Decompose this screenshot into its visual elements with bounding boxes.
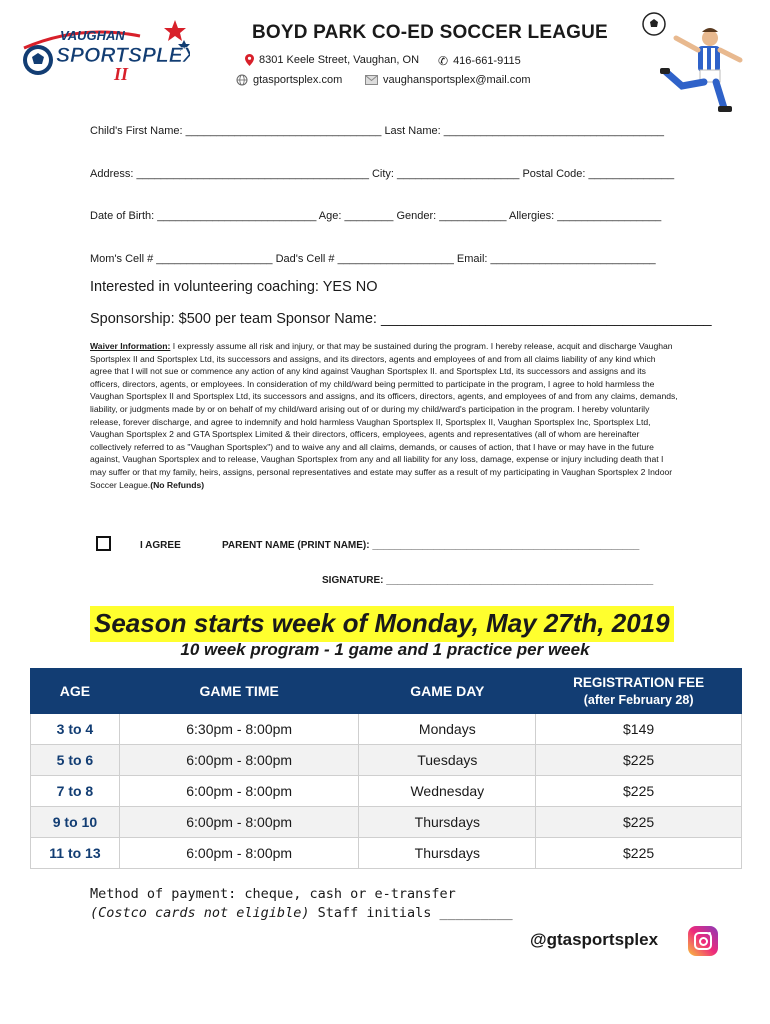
email-text: vaughansportsplex@mail.com [383,74,531,86]
phone-line [438,54,521,68]
day-cell: Tuesdays [359,745,536,776]
waiver-paragraph [90,340,678,491]
sponsorship-line[interactable]: Sponsorship: $500 per team Sponsor Name: _________________________________________ [90,311,712,327]
table-row [31,776,742,807]
fee-cell: $225 [536,776,742,807]
age-cell: 11 to 13 [31,838,120,869]
staff-initials-field[interactable]: Staff initials _________ [309,905,513,921]
instagram-handle[interactable]: @gtasportsplex [530,930,659,949]
season-start-banner: Season starts week of Monday, May 27th, 2019 [90,606,674,642]
no-refunds-text: (No Refunds) [150,479,205,490]
email-line [365,74,531,86]
fee-cell: $225 [536,807,742,838]
phone-text: 416-661-9115 [453,55,521,67]
waiver-text: I expressly assume all risk and injury, or that may be sustained during the program. I hereby release, acquit and discharge Vaughan Sportsplex II and Sportsplex Ltd, its successors and assigns, and its directors, agents and employees of and from all claims liability of any kind which agree that I will not sue or commence any action of any kind against Vaughan Sportsplex II. and Sportsplex Ltd, its successors and assigns and its officers, directors, agents, or employees. In consideration of my child/ward being permitted to participate in the program, I agree to hold harmless the Vaughan Sportsplex II and Sportsplex Ltd, its successors and assigns, and its officers, directors, agents, and employees of and from any claims, demands, liability, or judgments made by or on behalf of my child/ward arising out of or during my child/ward's participation in the program. I hereby voluntarily release, forever discharge, and agree to indemnify and hold harmless Vaughan Sportsplex II, Sportsplex II, Vaughan Sportsplex Inc, Sportsplex Ltd, Vaughan Sportsplex 2 and GTA Sportsplex Limited & their directors, officers, employees, agents and representatives (all of whom are hereinafter collectively referred to as "Vaughan Sportsplex") and to waive any and all claims, demands, or causes of action, that I have or may have in the future against, Vaughan Sportsplex and to release, Vaughan Sportsplex from any and all liability for any loss, damage, expense or injury including death that I may suffer or that my family, heirs, assigns, personal representatives and estate may suffer as a result of my participating in Vaughan Sportsplex 2 Indoor Soccer League. [90,341,678,490]
table-row [31,745,742,776]
website-line [236,74,342,86]
day-cell: Thursdays [359,838,536,869]
website-text: gtasportsplex.com [253,74,343,86]
address-fields-line[interactable]: Address: ______________________________________ City: ____________________ Postal Code: ______________ [90,168,675,180]
logo-sportsplex-text: SPORTSPLEX [56,44,190,67]
age-cell: 3 to 4 [31,714,120,745]
payment-second-line [90,904,513,923]
registration-fee-column-header [536,669,742,714]
table-row [31,714,742,745]
soccer-player-illustration [640,10,750,115]
location-pin-icon [245,54,254,66]
fee-cell: $225 [536,745,742,776]
table-row [31,807,742,838]
fee-header-label: REGISTRATION FEE [573,674,705,690]
time-cell: 6:00pm - 8:00pm [119,776,359,807]
league-title: BOYD PARK CO-ED SOCCER LEAGUE [252,22,608,43]
day-cell: Mondays [359,714,536,745]
sportsplex-logo [20,18,190,88]
day-cell: Thursdays [359,807,536,838]
fee-header-sub: (after February 28) [583,692,694,707]
time-cell: 6:00pm - 8:00pm [119,807,359,838]
payment-method-text: Method of payment: cheque, cash or e-transfer [90,886,456,902]
day-cell: Wednesday [359,776,536,807]
time-cell: 6:30pm - 8:00pm [119,714,359,745]
child-name-line[interactable]: Child's First Name: ________________________________ Last Name: ____________________________________ [90,125,664,137]
costco-note: (Costco cards not eligible) [90,905,310,921]
agree-label: I AGREE [140,540,181,551]
age-cell: 5 to 6 [31,745,120,776]
phone-icon: ✆ [438,54,449,68]
address-text: 8301 Keele Street, Vaughan, ON [259,54,420,66]
fee-cell: $225 [536,838,742,869]
globe-icon [236,74,248,86]
logo-vaughan-text: VAUGHAN [60,28,125,43]
schedule-table [30,668,742,869]
time-cell: 6:00pm - 8:00pm [119,838,359,869]
game-time-column-header: GAME TIME [119,669,359,714]
contact-fields-line[interactable]: Mom's Cell # ___________________ Dad's Cell # ___________________ Email: ___________________________ [90,253,656,265]
game-day-column-header: GAME DAY [359,669,536,714]
payment-info [90,885,513,923]
table-row [31,838,742,869]
fee-cell: $149 [536,714,742,745]
program-subtitle: 10 week program - 1 game and 1 practice per week [180,640,590,659]
parent-name-field[interactable]: PARENT NAME (PRINT NAME): ________________________________________________ [222,540,640,551]
age-cell: 7 to 8 [31,776,120,807]
age-column-header: AGE [31,669,120,714]
logo-roman-two: II [114,64,129,84]
mail-icon [365,75,378,85]
signature-field[interactable]: SIGNATURE: ________________________________________________ [322,575,654,586]
waiver-heading: Waiver Information: [90,341,171,351]
age-cell: 9 to 10 [31,807,120,838]
instagram-icon[interactable] [688,926,718,956]
dob-fields-line[interactable]: Date of Birth: __________________________ Age: ________ Gender: ___________ Allergies: _________________ [90,210,662,222]
schedule-header-row [31,669,742,714]
volunteer-question[interactable]: Interested in volunteering coaching: YES NO [90,279,378,295]
address-line [245,54,419,66]
agree-checkbox[interactable] [96,536,111,551]
time-cell: 6:00pm - 8:00pm [119,745,359,776]
